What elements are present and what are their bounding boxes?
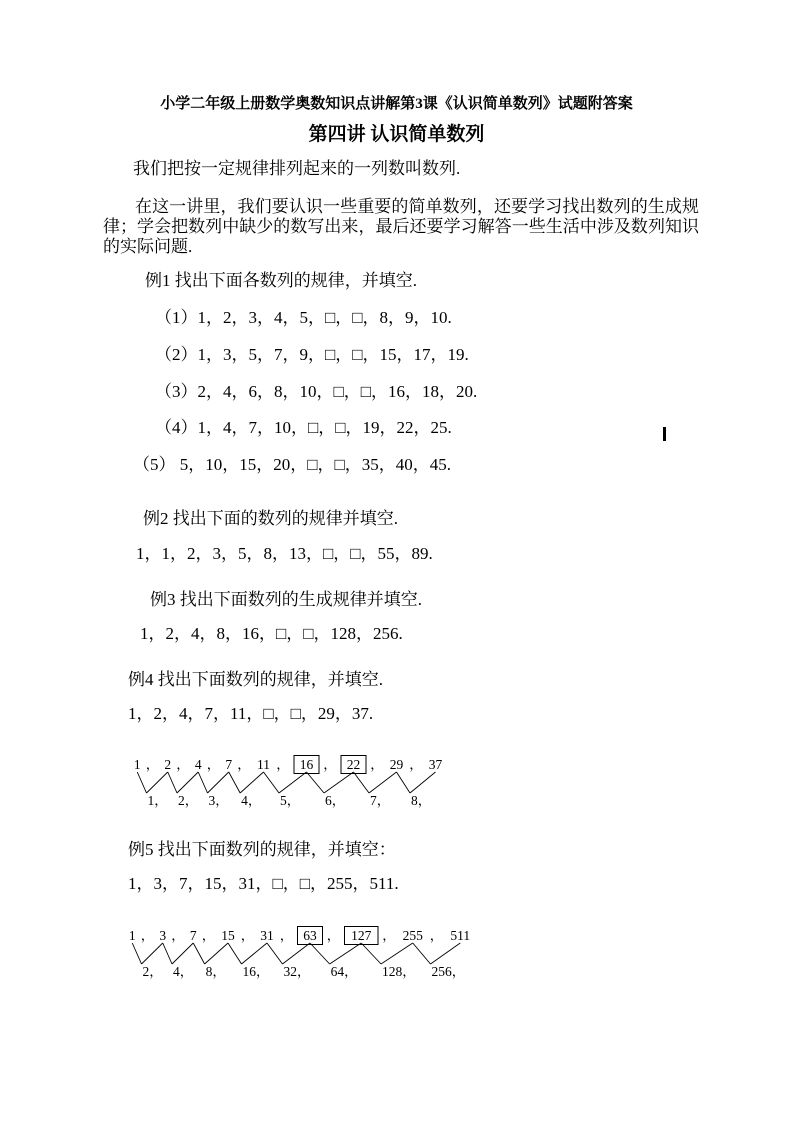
svg-text:，: ， xyxy=(279,928,294,943)
svg-text:8，: 8， xyxy=(411,793,432,808)
svg-text:，: ， xyxy=(370,757,384,772)
svg-text:3: 3 xyxy=(159,928,167,943)
svg-text:3，: 3， xyxy=(208,793,229,808)
svg-text:7: 7 xyxy=(189,928,197,943)
svg-text:255: 255 xyxy=(402,928,423,943)
example1-item-4: （4）1，4，7，10，□，□，19，22，25. xyxy=(155,418,452,437)
svg-text:1，: 1， xyxy=(147,793,168,808)
example5-difference-diagram xyxy=(128,926,548,984)
svg-text:，: ， xyxy=(382,928,396,943)
svg-text:，: ， xyxy=(326,928,341,943)
svg-text:32，: 32， xyxy=(283,964,311,979)
svg-text:，: ， xyxy=(140,928,155,943)
svg-text:8，: 8， xyxy=(205,964,226,979)
svg-text:2，: 2， xyxy=(178,793,199,808)
svg-text:，: ， xyxy=(206,757,221,772)
svg-text:11: 11 xyxy=(257,757,270,772)
example5-label: 例5 找出下面数列的规律，并填空： xyxy=(128,840,396,859)
svg-text:1: 1 xyxy=(133,757,141,772)
svg-text:4，: 4， xyxy=(173,964,194,979)
svg-text:，: ， xyxy=(409,757,423,772)
svg-text:7，: 7， xyxy=(370,793,391,808)
svg-text:16: 16 xyxy=(299,757,314,772)
example3-sequence: 1，2，4，8，16，□，□，128，256. xyxy=(140,624,403,643)
svg-text:2: 2 xyxy=(164,757,172,772)
svg-text:，: ， xyxy=(145,757,160,772)
example2-label: 例2 找出下面的数列的规律并填空. xyxy=(143,509,398,528)
example1-item-5: （5） 5，10，15，20，□，□，35，40，45. xyxy=(133,455,452,474)
intro-paragraph-1: 我们把按一定规律排列起来的一列数叫数列. xyxy=(133,159,461,178)
example5-sequence: 1，3，7，15，31，□，□，255，511. xyxy=(128,874,399,893)
svg-text:29: 29 xyxy=(389,757,404,772)
svg-text:64，: 64， xyxy=(330,964,358,979)
example1-label: 例1 找出下面各数列的规律，并填空. xyxy=(145,271,417,290)
svg-text:，: ， xyxy=(276,757,290,772)
svg-text:31: 31 xyxy=(260,928,274,943)
svg-text:5，: 5， xyxy=(280,793,301,808)
example2-sequence: 1，1，2，3，5，8，13，□，□，55，89. xyxy=(136,544,433,563)
svg-text:，: ， xyxy=(323,757,337,772)
svg-text:128，: 128， xyxy=(382,964,416,979)
example1-item-3: （3）2，4，6，8，10，□，□，16，18，20. xyxy=(155,382,478,401)
svg-text:22: 22 xyxy=(346,757,361,772)
intro-paragraph-2: 在这一讲里，我们要认识一些重要的简单数列，还要学习找出数列的生成规律；学会把数列中缺少的数写出来，最后还要学习解答一些生活中涉及数列知识的实际问题. xyxy=(103,197,699,256)
svg-text:，: ， xyxy=(171,928,185,943)
svg-text:，: ， xyxy=(176,757,190,772)
svg-text:，: ， xyxy=(201,928,216,943)
svg-text:4: 4 xyxy=(194,757,202,772)
example1-item-2: （2）1，3，5，7，9，□，□，15，17，19. xyxy=(155,345,469,364)
svg-text:16，: 16， xyxy=(242,964,270,979)
svg-text:，: ， xyxy=(237,757,251,772)
example4-sequence: 1，2，4，7，11，□，□，29，37. xyxy=(128,704,374,723)
svg-text:256，: 256， xyxy=(431,964,466,979)
svg-text:7: 7 xyxy=(225,757,233,772)
svg-text:2，: 2， xyxy=(142,964,163,979)
svg-text:127: 127 xyxy=(351,928,372,943)
svg-text:1: 1 xyxy=(128,928,136,943)
document-title: 小学二年级上册数学奥数知识点讲解第3课《认识简单数列》试题附答案 xyxy=(160,96,633,112)
example1-item-1: （1）1，2，3，4，5，□，□，8，9，10. xyxy=(155,308,452,327)
example4-difference-diagram xyxy=(133,755,553,813)
svg-text:，: ， xyxy=(240,928,255,943)
svg-text:15: 15 xyxy=(221,928,235,943)
svg-text:63: 63 xyxy=(303,928,317,943)
svg-text:37: 37 xyxy=(428,757,443,772)
text-cursor-mark xyxy=(663,427,666,441)
svg-text:6，: 6， xyxy=(325,793,346,808)
example4-label: 例4 找出下面数列的规律，并填空. xyxy=(128,670,383,689)
svg-text:4，: 4， xyxy=(241,793,262,808)
example3-label: 例3 找出下面数列的生成规律并填空. xyxy=(150,590,422,609)
svg-text:，: ， xyxy=(429,928,444,943)
section-heading: 第四讲 认识简单数列 xyxy=(308,124,485,145)
svg-text:511: 511 xyxy=(450,928,471,943)
